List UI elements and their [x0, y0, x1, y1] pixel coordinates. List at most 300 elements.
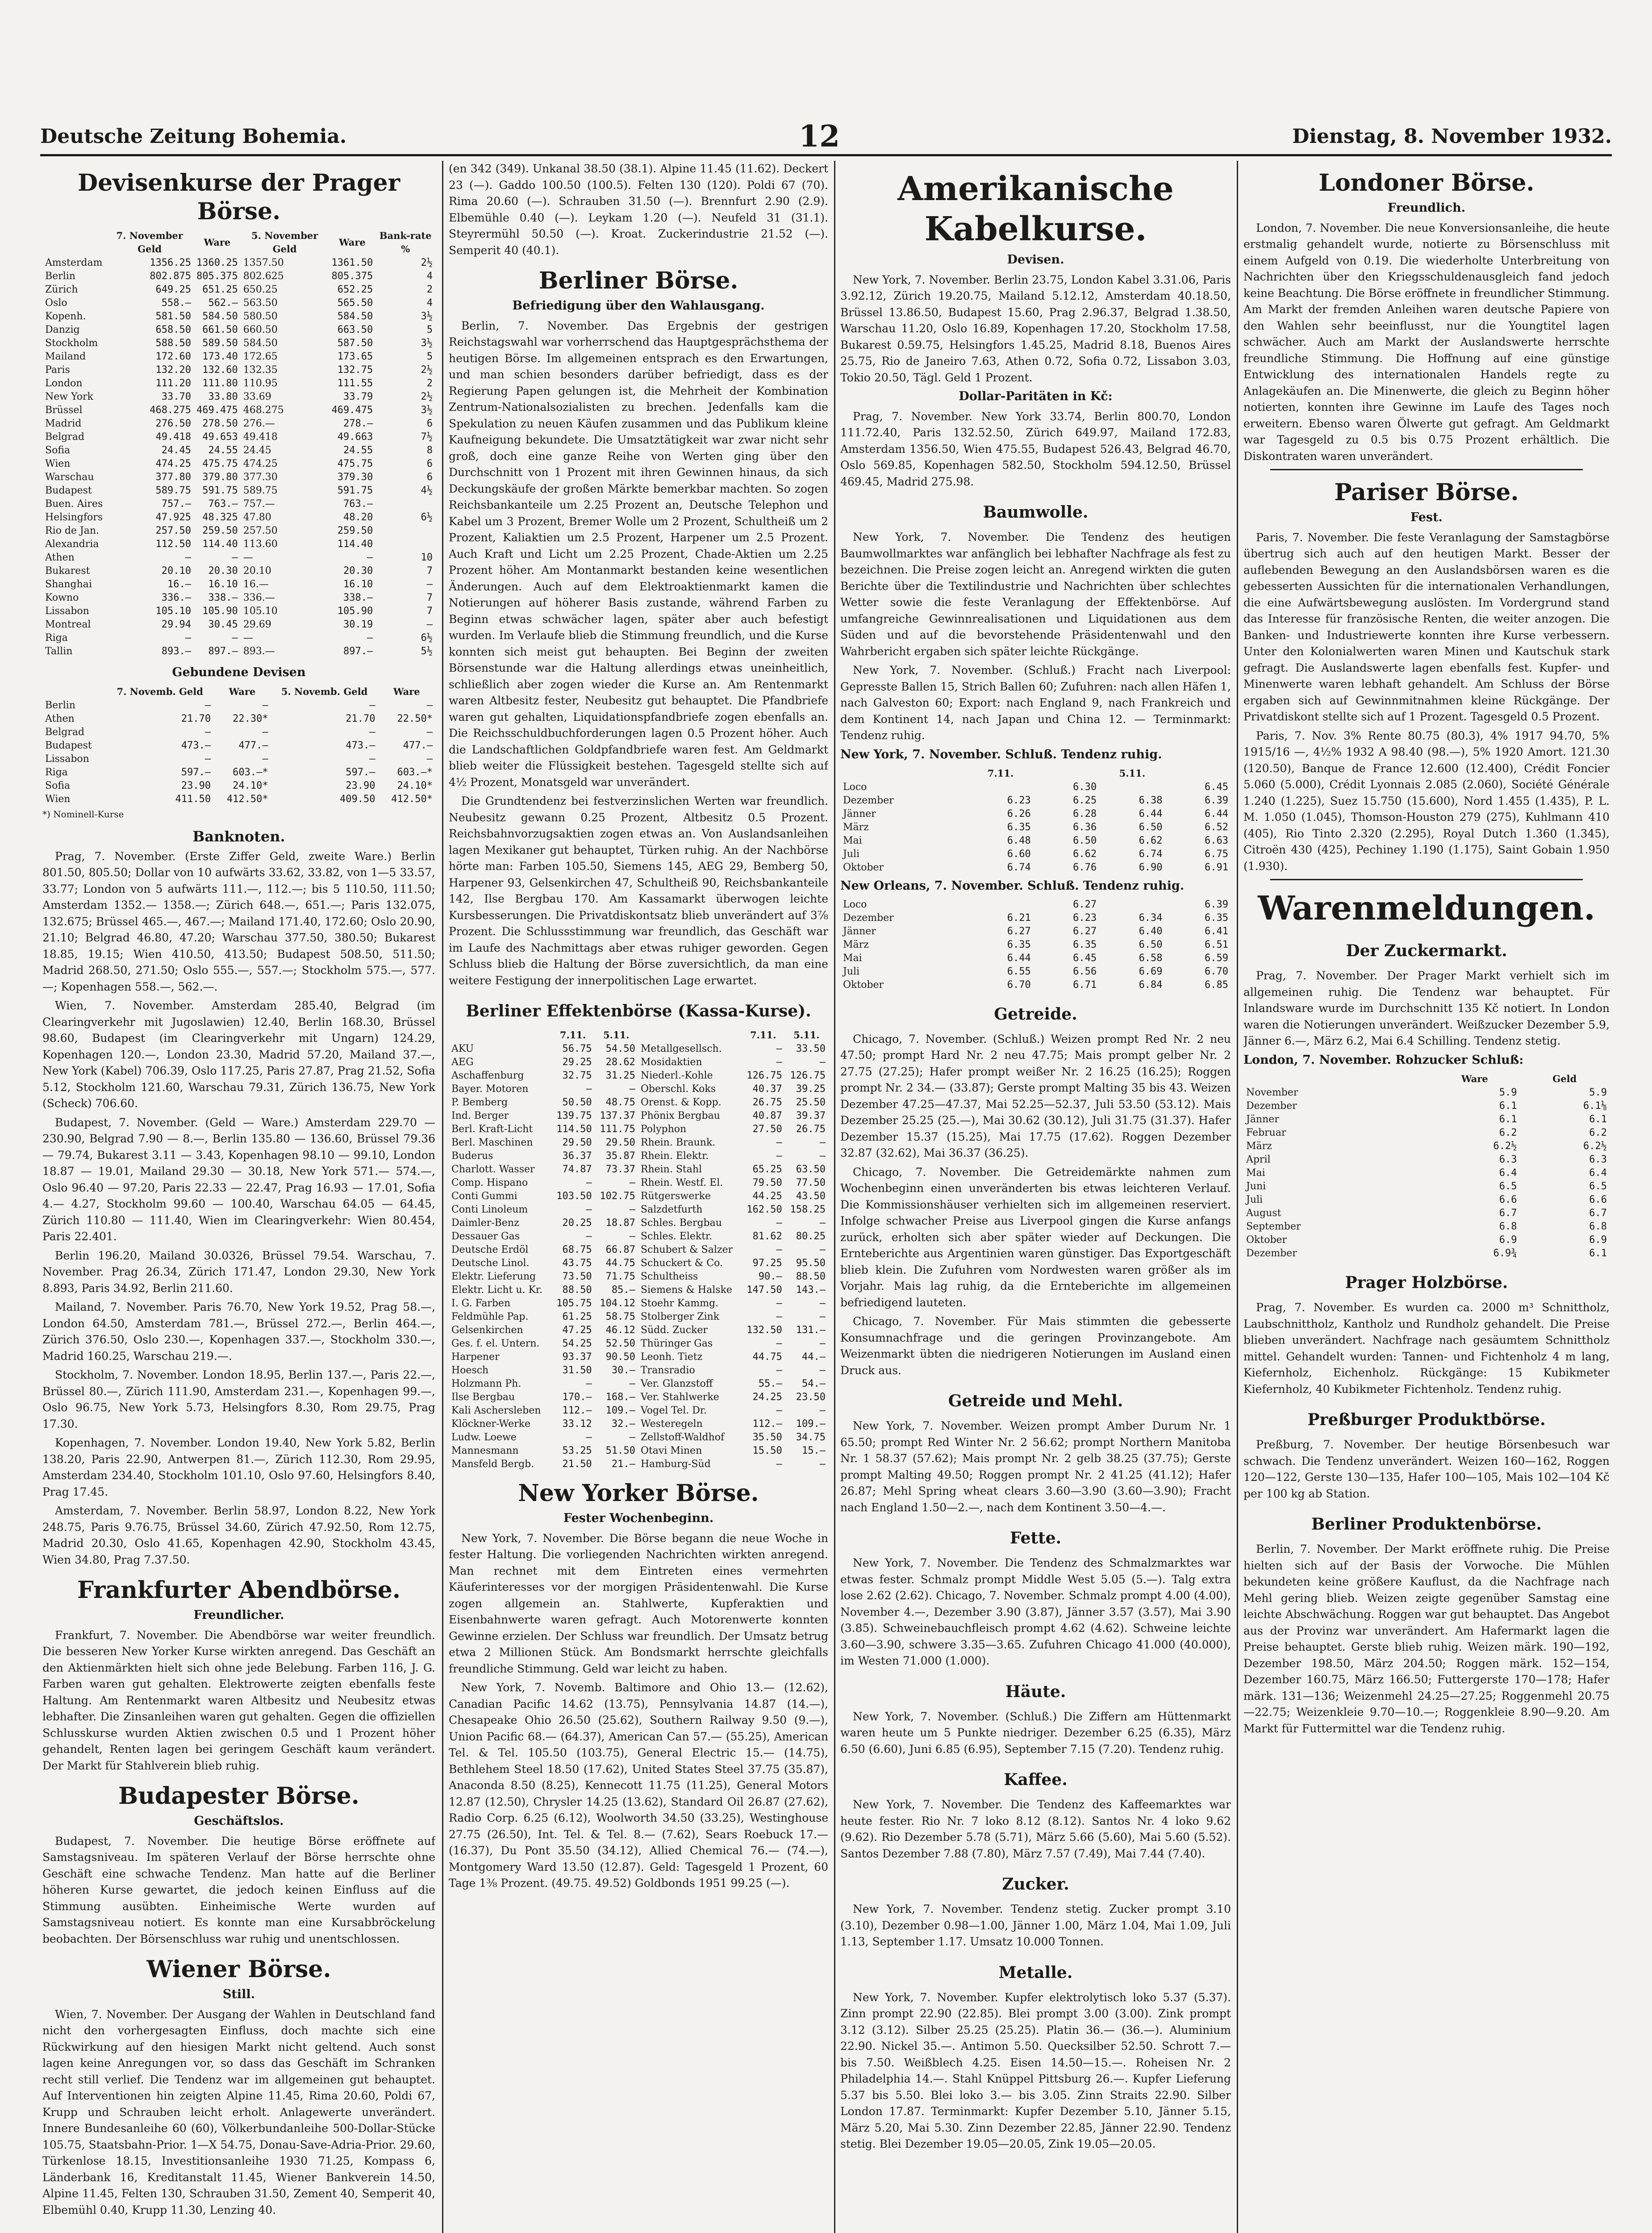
table-cell: 597.—: [346, 766, 375, 778]
table-cell: [375, 498, 435, 511]
table-cell: Brüssel: [45, 405, 83, 416]
table-cell: 6.41: [1205, 925, 1228, 937]
pariser-quotes: Paris, 7. Nov. 3% Rente 80.75 (80.3), 4% 1917 94.70, 5% 1915/16 —, 4½% 1932 A 98.40 (98.—), 5% 1920 Amort. 121.30 (120.50), Banque de France 12.600 (12.400), Crédit Foncier 5.060 (5.000), Crédit Lyonnais 2.085 (2.060), Société Générale 1.240 (1.225), Suez 15.750 (15.600), Nord 1.455 (1.435), P. L. M. 1.050 (1.045), Thomson-Houston 279 (275), Kuhlmann 410 (405), Rio Tinto 2.320 (2.295), Royal Dutch 1.360 (1.345), Citroën 430 (425), Pechiney 1.190 (1.175), Saint Gobain 1.950 (1.930).: [1243, 729, 1610, 873]
table-cell: 409.50: [340, 793, 375, 805]
table-cell: März: [843, 939, 869, 950]
table-row: [1243, 1100, 1610, 1113]
table-row: [1243, 1234, 1610, 1247]
table-cell: Siemens & Halske: [640, 1284, 732, 1296]
pressburg-text: Preßburg, 7. November. Der heutige Börsenbesuch war schwach. Die Tendenz unverändert. Weizen 160—162, Roggen 120—122, Gerste 130—135, Hafer 100—105, Mais 102—104 Kč per 100 kg ab Station.: [1243, 1438, 1610, 1500]
table-cell: 6.27: [1007, 925, 1031, 937]
table-cell: 6.85: [1205, 979, 1228, 991]
section-rule: [1270, 879, 1583, 880]
table-row: [42, 578, 435, 591]
table-row: [42, 699, 435, 712]
table-cell: Juli: [843, 966, 860, 977]
table-cell: 54.50: [605, 1043, 635, 1054]
table-cell: —: [819, 1459, 826, 1470]
table-cell: 6.70: [1007, 979, 1031, 991]
table-cell: 6.1: [1589, 1114, 1607, 1125]
table-cell: 6.3: [1499, 1154, 1517, 1165]
table-cell: Loco: [843, 782, 867, 793]
table-cell: 29.69: [243, 619, 271, 630]
getreide-text-2: Chicago, 7. November. Die Getreidemärkte nahmen zum Wochenbeginn einen unveränderten bis etwas leichteren Verlauf. Die Kommissionshäuser verhielten sich im allgemeinen reserviert. Infolge schwacher Preise aus Liverpool gingen die Kurse anfangs zurück, erholten sich aber später wieder auf Deckungen. Die Ernteberichte aus Argentinien waren günstiger. Das Exportgeschäft blieb klein. Die Zufuhren vom Nordwesten waren größer als im Vorjahr. Mais lag ruhig, da die Ernteberichte im allgemeinen befriedigend lauteten.: [840, 1165, 1231, 1309]
table-cell: [375, 538, 435, 551]
kabel-subtitle: Devisen.: [1007, 253, 1064, 267]
gebundene-title: Gebundene Devisen: [172, 665, 306, 679]
page-header: [40, 121, 1612, 152]
table-row: [449, 1243, 828, 1257]
stockholm-devisen-text: Stockholm, 7. November. London 18.95, Berlin 137.—, Paris 22.—, Brüssel 80.—, Zürich 111.90, Amsterdam 231.—, Kopenhagen 99.—, Oslo 96.75, New York 5.73, Helsingfors 8.30, Rom 29.75, Prag 17.30.: [42, 1368, 435, 1430]
table-cell: Mai: [1246, 1167, 1265, 1179]
table-cell: Jänner: [843, 925, 876, 937]
table-cell: Elektr. Lieferung: [451, 1271, 536, 1282]
table-cell: 6.35: [1073, 939, 1097, 950]
table-row: [1243, 1153, 1610, 1167]
table-cell: 377.80: [155, 472, 192, 483]
cotton-ny-title: New York, 7. November. Schluß. Tendenz ruhig.: [840, 747, 1162, 761]
table-cell: 584.50: [202, 311, 238, 322]
table-cell: 897.—: [208, 646, 238, 657]
table-cell: Schles. Bergbau: [640, 1217, 722, 1229]
table-cell: 649.25: [155, 284, 192, 295]
table-header-cell: 5.11.: [1119, 768, 1146, 779]
table-cell: —: [776, 1365, 782, 1376]
wiener-text: Wien, 7. November. Der Ausgang der Wahlen in Deutschland fand nicht den vorhergesagten Einfluss, doch machte sich eine Rückwirkung auf den hiesigen Markt nicht geltend. Auch sonst lagen keine Anregungen vor, so dass das Geschäft im Schranken recht still verlief. Die Tendenz war im allgemeinen gut behauptet. Auf Interventionen hin zeigten Alpine 11.45, Rima 20.60, Poldi 67, Krupp und Schrauben leicht erholt. Anlagewerte unverändert. Innere Bundesanleihe 60 (60), Völkerbundanleihe 500-Dollar-Stücke 105.75, Staatsbahn-Prior. 1—X 54.75, Donau-Save-Adria-Prior. 29.60, Türkenlose 18.15, Investitionsanleihe 1930 71.25, Kompass 6, Länderbank 16, Kreditanstalt 11.45, Wiener Bankverein 14.50, Alpine 11.45, Felten 130, Schrauben 31.50, Zement 40, Semperit 40, Elbemühl 0.40, Krupp 11.30, Lenzing 40.: [42, 2007, 435, 2216]
zuckermarkt-text: Prag, 7. November. Der Prager Markt verhielt sich im allgemeinen ruhig. Die Tendenz war behauptet. Für Inlandsware wurde im Durchschnitt 135 Kč notiert. In London waren die Notierungen unverändert. Weißzucker Dezember 5.9, Jänner 6.—, März 6.2, Mai 6.4 Schilling. Tendenz stetig.: [1243, 969, 1610, 1047]
table-header-cell: 7. November Geld: [116, 230, 183, 255]
table-row: [1243, 1140, 1610, 1153]
table-row: [449, 1270, 828, 1284]
table-row: [1243, 1113, 1610, 1126]
table-cell: 44.25: [752, 1191, 782, 1202]
table-row: [449, 1257, 828, 1270]
table-row: [840, 898, 1231, 912]
table-cell: Juni: [1246, 1181, 1266, 1192]
table-cell: —: [776, 1057, 782, 1068]
table-row: [449, 1310, 828, 1324]
table-cell: Berlin: [45, 271, 75, 282]
table-cell: —: [426, 699, 433, 711]
table-cell: Polyphon: [640, 1124, 687, 1135]
table-cell: 147.50: [747, 1284, 782, 1296]
column-divider: [442, 161, 443, 2233]
table-cell: —: [369, 699, 375, 711]
table-cell: 6.34: [1139, 912, 1163, 924]
table-cell: 16.—: [243, 579, 269, 590]
table-cell: 412.50*: [226, 793, 268, 805]
table-cell: 16.10: [208, 579, 238, 590]
table-cell: Budapest: [45, 740, 92, 751]
table-header-cell: Ware: [204, 237, 231, 248]
table-cell: Thüringer Gas: [640, 1338, 713, 1349]
page-number: 12: [799, 119, 840, 154]
table-row: [449, 1337, 828, 1351]
table-cell: 55.—: [758, 1378, 782, 1389]
table-row: [449, 1284, 828, 1297]
table-row: [42, 645, 435, 658]
table-cell: Zellstoff-Waldhof: [640, 1432, 725, 1443]
table-cell: Deutsche Erdöl: [451, 1244, 529, 1255]
table-cell: 469.475: [331, 405, 373, 416]
table-cell: 105.10: [243, 606, 278, 617]
table-cell: 651.25: [202, 284, 238, 295]
table-cell: [968, 781, 1033, 794]
table-header-cell: [1243, 1072, 1430, 1086]
table-row: [1243, 1167, 1610, 1180]
table-row: [840, 807, 1231, 821]
berliner-produkten-text: Berlin, 7. November. Der Markt eröffnete ruhig. Die Preise hielten sich auf der Basis der Vorwoche. Die Mühlen bekundeten keine größere Kauflust, da die Nachfrage nach Mehl gering blieb. Weizen zeigte gegenüber Samstag eine leichte Abschwächung. Roggen war gut behauptet. Das Angebot aus der Provinz war unverändert. Am Hafermarkt lagen die Preise behauptet. Gerste blieb ruhig. Weizen märk. 190—192, Dezember 198.50, März 204.50; Roggen märk. 152—154, Dezember 160.75, März 166.50; Futtergerste 170—178; Hafer märk. 131—136; Weizenmehl 24.25—27.25; Roggenmehl 20.75—22.75; Weizenkleie 9.70—10.—; Roggenkleie 8.90—9.20. Am Markt für Futtermittel war die Tendenz ruhig.: [1243, 1543, 1610, 1735]
table-cell: 805.375: [196, 271, 238, 282]
table-cell: 24.10*: [397, 780, 433, 791]
table-cell: 126.75: [790, 1070, 826, 1081]
table-cell: 20.10: [243, 565, 271, 577]
table-cell: 6.25: [1073, 795, 1097, 806]
table-cell: 6.9: [1589, 1234, 1607, 1246]
table-cell: 1360.25: [196, 257, 238, 268]
table-cell: 24.45: [243, 445, 271, 456]
table-header-cell: 7.11.: [987, 768, 1014, 779]
table-cell: 588.50: [155, 338, 192, 349]
mailand-devisen-text: Mailand, 7. November. Paris 76.70, New York 19.52, Prag 58.—, London 64.50, Amsterdam 781.—, Brüssel 272.—, Berlin 464.—, Zürich 376.50, Oslo 230.—, Kopenhagen 337.—, Stockholm 330.—, Madrid 160.25, Warschau 219.—.: [42, 1300, 435, 1363]
table-cell: —: [819, 1150, 826, 1162]
table-cell: Juli: [1246, 1194, 1263, 1205]
table-cell: 16.—: [167, 579, 192, 590]
table-row: [42, 310, 435, 323]
table-cell: 105.10: [155, 606, 192, 617]
table-row: [840, 794, 1231, 807]
table-cell: 28.62: [605, 1057, 635, 1068]
table-cell: 47.925: [155, 512, 192, 523]
table-cell: 23.90: [346, 780, 375, 791]
table-cell: Südd. Zucker: [640, 1325, 708, 1336]
table-cell: 6.4: [1589, 1167, 1607, 1179]
table-header-cell: [42, 685, 106, 699]
gebundene-note: *) Nominell-Kurse: [42, 808, 124, 820]
kopenhagen-devisen-text: Kopenhagen, 7. November. London 19.40, New York 5.82, Berlin 138.20, Paris 22.90, Antwerpen 81.—, Zürich 112.30, Rom 29.95, Amsterdam 234.40, Stockholm 101.10, Oslo 97.60, Helsingfors 8.40, Prag 17.45.: [42, 1436, 435, 1498]
londoner-text: London, 7. November. Die neue Konversionsanleihe, die heute erstmalig gehandelt wurde, notierte zu Börsenschluss mit einem Aufgeld von 0.19. Die wiederholte Unterbreitung von Nachrichten über den Kriegsschuldenausgleich fand jedoch keine Beachtung. Die Börse eröffnete in freundlicher Stimmung. Am Markt der fremden Anleihen waren deutsche Papiere von den Wahlen sehr beeinflusst, nur die Youngtitel lagen schwächer. Auch am Markt der Auslandswerte herrschte freundliche Stimmung. Die Hoffnung auf eine günstige Entwicklung des internationalen Handels regte zu Anlagekäufen an. Die Minenwerte, die gleich zu Beginn höher notierten, konnten ihre Gewinne im Laufe des Tages noch erweitern. Ebenso waren Ölwerte gut gefragt. Am Geldmarkt war Tagesgeld zu 0.5 bis 0.75 Prozent erhältlich. Die Diskontraten waren unverändert.: [1243, 221, 1610, 463]
table-cell: 4½: [421, 485, 433, 496]
table-cell: Wien: [45, 458, 71, 469]
table-cell: Vogel Tel. Dr.: [640, 1405, 707, 1416]
newspaper-name: Deutsche Zeitung Bohemia.: [40, 125, 347, 148]
table-cell: 48.325: [202, 512, 238, 523]
table-cell: 6.4: [1499, 1167, 1517, 1179]
section-rule: [1270, 469, 1583, 470]
table-header-cell: Bank-rate %: [379, 230, 432, 255]
londoner-title: Londoner Börse.: [1318, 169, 1535, 197]
frankfurter-subtitle: Freundlicher.: [193, 1608, 284, 1622]
dollar-text: Prag, 7. November. New York 33.74, Berlin 800.70, London 111.72.40, Paris 132.52.50, Zürich 649.97, Mailand 172.83, Amsterdam 1356.50, Wien 475.55, Budapest 526.43, Belgrad 46.70, Oslo 569.85, Kopenhagen 582.50, Stockholm 594.12.50, Brüssel 469.45, Madrid 275.98.: [840, 410, 1231, 488]
table-cell: 6.1⅛: [1583, 1100, 1607, 1112]
table-row: [42, 766, 435, 779]
table-cell: 278.50: [202, 418, 238, 429]
london-zucker-title: London, 7. November. Rohzucker Schluß:: [1243, 1053, 1524, 1067]
table-cell: —: [232, 552, 238, 563]
table-cell: Stolberger Zink: [640, 1311, 720, 1322]
table-cell: 10: [421, 552, 433, 563]
table-cell: —: [776, 1338, 782, 1349]
table-cell: 81.62: [752, 1231, 782, 1242]
table-cell: 6.71: [1073, 979, 1097, 991]
table-row: [42, 712, 435, 726]
table-cell: Rhein. Westf. El.: [640, 1177, 723, 1188]
table-cell: 15.—: [802, 1445, 826, 1456]
fette-title: Fette.: [1010, 1529, 1062, 1547]
table-cell: Montreal: [45, 619, 91, 630]
table-cell: Dezember: [843, 795, 894, 806]
holzboerse-title: Prager Holzbörse.: [1345, 1273, 1508, 1292]
table-cell: —: [243, 632, 253, 644]
table-row: [1243, 1247, 1610, 1260]
table-cell: [375, 524, 435, 538]
table-cell: 23.50: [796, 1392, 826, 1403]
table-cell: Rio de Jan.: [45, 525, 100, 536]
table-cell: 652.25: [337, 284, 373, 295]
table-cell: 6.44: [1139, 808, 1163, 820]
table-row: [42, 323, 435, 337]
table-cell: 6.55: [1007, 966, 1031, 977]
banknoten-text: Prag, 7. November. (Erste Ziffer Geld, zweite Ware.) Berlin 801.50, 805.50; Dollar von 10 aufwärts 33.62, 33.82, von 1—5 33.57, 33.77; London von 5 aufwärts 111.—, 112.—; bis 5 110.50, 111.50; Amsterdam 1352.— 1358.—; Zürich 648.—, 651.—; Paris 132.075, 132.675; Brüssel 465.—, 467.—; Mailand 171.40, 172.60; Oslo 20.90, 21.10; Belgrad 46.80, 47.20; Warschau 377.50, 380.50; Bukarest 18.85, 19.15; Wien 410.50, 413.50; Budapest 508.50, 511.50; Madrid 268.50, 271.50; Oslo 555.—, 557.—; Stockholm 575.—, 577.—; Kopenhagen 558.—, 562.—.: [42, 849, 435, 993]
table-row: [42, 631, 435, 645]
table-cell: 109.—: [796, 1418, 826, 1430]
table-cell: 162.50: [747, 1204, 782, 1215]
table-cell: 591.75: [202, 485, 238, 496]
table-cell: —: [204, 753, 211, 765]
table-cell: Sofia: [45, 445, 71, 456]
table-cell: Februar: [1246, 1127, 1286, 1138]
berliner-produkten-title: Berliner Produktenbörse.: [1311, 1515, 1542, 1534]
table-cell: 473.—: [346, 740, 375, 751]
table-cell: 6.91: [1205, 862, 1228, 873]
londoner-subtitle: Freundlich.: [1387, 201, 1466, 215]
table-cell: 52.50: [605, 1338, 635, 1349]
table-cell: 24.55: [208, 445, 238, 456]
table-cell: —: [776, 1043, 782, 1054]
fette-text: New York, 7. November. Die Tendenz des Schmalzmarktes war etwas fester. Schmalz prompt Middle West 5.05 (5.—). Talg extra lose 2.62 (2.62). Chicago, 7. November. Schmalz prompt 4.00 (4.00), November 4.—, Dezember 3.90 (3.87), Jänner 3.57 (3.57), Mai 3.90 (3.85). Schweinebauchfleisch prompt 4.62 (4.62). Schweine leichte 3.60—3.90, schwere 3.35—3.65. Zufuhren Chicago 41.000 (40.000), im Westen 71.000 (1.000).: [840, 1556, 1231, 1667]
table-cell: 6.63: [1205, 835, 1228, 846]
table-cell: Holzmann Ph.: [451, 1378, 521, 1389]
newyork-text: New York, 7. November. Die Börse begann die neue Woche in fester Haltung. Die vorliegenden Nachrichten wirkten anregend. Man rechnet mit dem Eintreten eines vermehrten Käuferinteresses vor der morgigen Präsidentenwahl. Die Kurse zogen allgemein an. Stahlwerte, Kupferaktien und Eisenbahnwerte waren gefragt. Auch Motorenwerte konnten Gewinne erzielen. Der Schluss war freundlich. Der Umsatz betrug etwa 2 Millionen Stück. Am Bondsmarkt herrschte gleichfalls freundliche Stimmung. Geld war leicht zu haben.: [449, 1531, 828, 1675]
table-cell: 805.375: [331, 271, 373, 282]
table-cell: 763.—: [208, 498, 238, 510]
table-cell: Berl. Kraft-Licht: [451, 1124, 533, 1135]
table-cell: Kowno: [45, 592, 79, 603]
table-row: [42, 377, 435, 390]
table-cell: 33.79: [343, 391, 373, 402]
table-cell: 411.50: [175, 793, 211, 805]
table-row: [42, 538, 435, 551]
table-row: [840, 925, 1231, 938]
table-cell: 33.70: [161, 391, 192, 402]
table-cell: 565.50: [337, 297, 373, 309]
table-cell: Leonh. Tietz: [640, 1351, 703, 1363]
table-cell: 40.87: [752, 1110, 782, 1121]
table-cell: 103.50: [556, 1191, 592, 1202]
table-cell: London: [45, 378, 83, 389]
table-cell: 5½: [421, 646, 433, 657]
berliner-text-2: Die Grundtendenz bei festverzinslichen Werten war freundlich. Neubesitz gewann 0.25 Prozent, Altbesitz 0.5 Prozent. Reichsbahnvorzugsaktien zogen etwas an. Von Auslandsanleihen lagen Mexikaner gut behauptet, Türken ruhig. An der Nachbörse hörte man: Farben 105.50, Siemens 145, AEG 29, Bemberg 50, Harpener 93, Gelsenkirchen 47, Schultheiß 90, Reichsbankanteile 142, Ilse Bergbau 170. Am Kassamarkt überwogen leichte Kursbesserungen. Die Privatdiskontsatz blieb unverändert auf 3⅞ Prozent. Die Schlussstimmung war freundlich, das Geschäft war im Laufe des Nachmittags aber etwas ruhiger geworden. Gegen Schluss blieb die Haltung der Börse zuversichtlich, da man eine weitere Festigung der innerpolitischen Lage erwartet.: [449, 795, 828, 987]
table-cell: Stockholm: [45, 338, 98, 349]
table-row: [840, 965, 1231, 979]
table-cell: Mailand: [45, 351, 86, 362]
table-cell: 109.—: [605, 1405, 635, 1416]
table-row: [840, 979, 1231, 992]
table-cell: 90.—: [758, 1271, 782, 1282]
table-cell: 97.25: [752, 1258, 782, 1269]
table-cell: 757.—: [161, 498, 192, 510]
table-cell: 6.60: [1007, 849, 1031, 860]
table-row: [840, 952, 1231, 965]
header-rule: [40, 154, 1612, 156]
table-cell: 66.87: [605, 1244, 635, 1255]
table-cell: 49.418: [243, 431, 278, 443]
table-row: [1243, 1193, 1610, 1207]
table-cell: 3½: [421, 405, 433, 416]
table-cell: 757.—: [243, 498, 275, 510]
table-cell: 105.75: [556, 1298, 592, 1309]
table-cell: 58.75: [605, 1311, 635, 1322]
table-cell: 105.90: [202, 606, 238, 617]
table-header-cell: 5. Novemb. Geld: [281, 686, 368, 697]
table-cell: 132.50: [747, 1325, 782, 1336]
table-cell: Deutsche Linol.: [451, 1258, 530, 1269]
table-cell: 6.28: [1073, 808, 1097, 820]
table-cell: 105.90: [337, 606, 373, 617]
table-row: [449, 1297, 828, 1310]
table-cell: Harpener: [451, 1351, 500, 1363]
table-cell: [1099, 898, 1165, 912]
table-cell: 6.7: [1589, 1208, 1607, 1219]
table-cell: 663.50: [337, 324, 373, 335]
table-cell: Buen. Aires: [45, 498, 103, 510]
table-cell: 111.75: [600, 1124, 635, 1135]
kassa-table: [449, 1028, 828, 1471]
table-cell: Ges. f. el. Untern.: [451, 1338, 540, 1349]
table-cell: 6: [426, 458, 433, 469]
table-row: [449, 1230, 828, 1243]
table-cell: 111.55: [337, 378, 373, 389]
table-cell: 6.62: [1073, 849, 1097, 860]
table-row: [1243, 1126, 1610, 1140]
wiener-title: Wiener Börse.: [146, 1956, 331, 1983]
table-cell: 33.80: [208, 391, 238, 402]
table-cell: Jänner: [1246, 1114, 1279, 1125]
table-cell: 6.48: [1007, 835, 1031, 846]
table-cell: Dezember: [1246, 1100, 1297, 1112]
cotton-ny-table: [840, 766, 1231, 874]
table-cell: Dezember: [843, 912, 894, 924]
table-cell: 6.5: [1589, 1181, 1607, 1192]
table-cell: 26.75: [796, 1124, 826, 1135]
table-header-cell: Ware: [393, 686, 420, 697]
table-cell: —: [629, 1083, 635, 1095]
table-cell: 6.35: [1205, 912, 1228, 924]
table-row: [42, 779, 435, 793]
table-cell: 22.30*: [233, 713, 268, 724]
table-cell: 44.75: [605, 1258, 635, 1269]
table-cell: 132.20: [155, 364, 192, 376]
table-cell: 1357.50: [243, 257, 284, 268]
table-row: [1243, 1207, 1610, 1220]
table-cell: —: [586, 1378, 592, 1389]
table-row: [449, 1150, 828, 1163]
table-cell: 658.50: [155, 324, 192, 335]
pariser-subtitle: Fest.: [1410, 510, 1443, 524]
table-cell: Athen: [45, 713, 75, 724]
table-cell: 30.—: [611, 1365, 635, 1376]
table-row: [449, 1458, 828, 1471]
kabel-title: Amerikanische Kabelkurse.: [897, 170, 1174, 248]
table-cell: 336.—: [161, 592, 192, 603]
table-cell: 110.95: [243, 378, 278, 389]
table-cell: Kali Aschersleben: [451, 1405, 541, 1416]
table-cell: Niederl.-Kohle: [640, 1070, 713, 1081]
table-cell: 469.475: [196, 405, 238, 416]
table-cell: August: [1246, 1208, 1281, 1219]
devisen-title: Devisenkurse der Prager Börse.: [78, 169, 400, 225]
gebundene-table: [42, 685, 435, 806]
table-cell: 74.87: [562, 1164, 592, 1175]
table-cell: Oktober: [843, 862, 884, 873]
table-cell: —: [185, 632, 192, 644]
table-header-cell: Ware: [229, 686, 256, 697]
table-row: [840, 821, 1231, 834]
table-cell: 143.—: [796, 1284, 826, 1296]
table-cell: Salzdetfurth: [640, 1204, 703, 1215]
table-row: [449, 1377, 828, 1391]
table-cell: 259.50: [337, 525, 373, 536]
table-cell: 6.50: [1073, 835, 1097, 846]
table-cell: 6.3: [1589, 1154, 1607, 1165]
table-cell: —: [262, 726, 268, 738]
table-cell: —: [629, 1432, 635, 1443]
table-cell: 54.—: [802, 1378, 826, 1389]
table-cell: April: [1246, 1154, 1271, 1165]
table-cell: —: [776, 1137, 782, 1148]
table-cell: 6.74: [1139, 849, 1163, 860]
table-cell: 650.25: [243, 284, 278, 295]
table-cell: —: [819, 1338, 826, 1349]
table-cell: 29.94: [161, 619, 192, 630]
table-cell: 6.84: [1139, 979, 1163, 991]
table-cell: Dezember: [1246, 1248, 1297, 1259]
table-cell: 39.25: [796, 1083, 826, 1095]
table-cell: Westeregeln: [640, 1418, 703, 1430]
table-cell: 276.50: [155, 418, 192, 429]
table-cell: Buderus: [451, 1150, 493, 1162]
berliner-subtitle: Befriedigung über den Wahlausgang.: [512, 299, 765, 313]
berliner-title: Berliner Börse.: [538, 267, 738, 294]
table-cell: 6.39: [1205, 795, 1228, 806]
table-cell: 88.50: [796, 1271, 826, 1282]
table-cell: —: [204, 699, 211, 711]
table-cell: 6.30: [1073, 782, 1097, 793]
table-cell: Mannesmann: [451, 1445, 519, 1456]
table-cell: —: [819, 1057, 826, 1068]
table-cell: 6.5: [1499, 1181, 1517, 1192]
table-cell: 587.50: [337, 338, 373, 349]
table-row: [449, 1444, 828, 1458]
table-cell: Schultheiss: [640, 1271, 698, 1282]
table-cell: Alexandria: [45, 539, 99, 550]
table-row: [42, 283, 435, 297]
table-cell: 257.50: [243, 525, 278, 536]
table-cell: Rhein. Elektr.: [640, 1150, 709, 1162]
table-cell: 603.—*: [233, 766, 268, 778]
table-cell: Danzig: [45, 324, 80, 335]
pariser-title: Pariser Börse.: [1334, 479, 1519, 506]
